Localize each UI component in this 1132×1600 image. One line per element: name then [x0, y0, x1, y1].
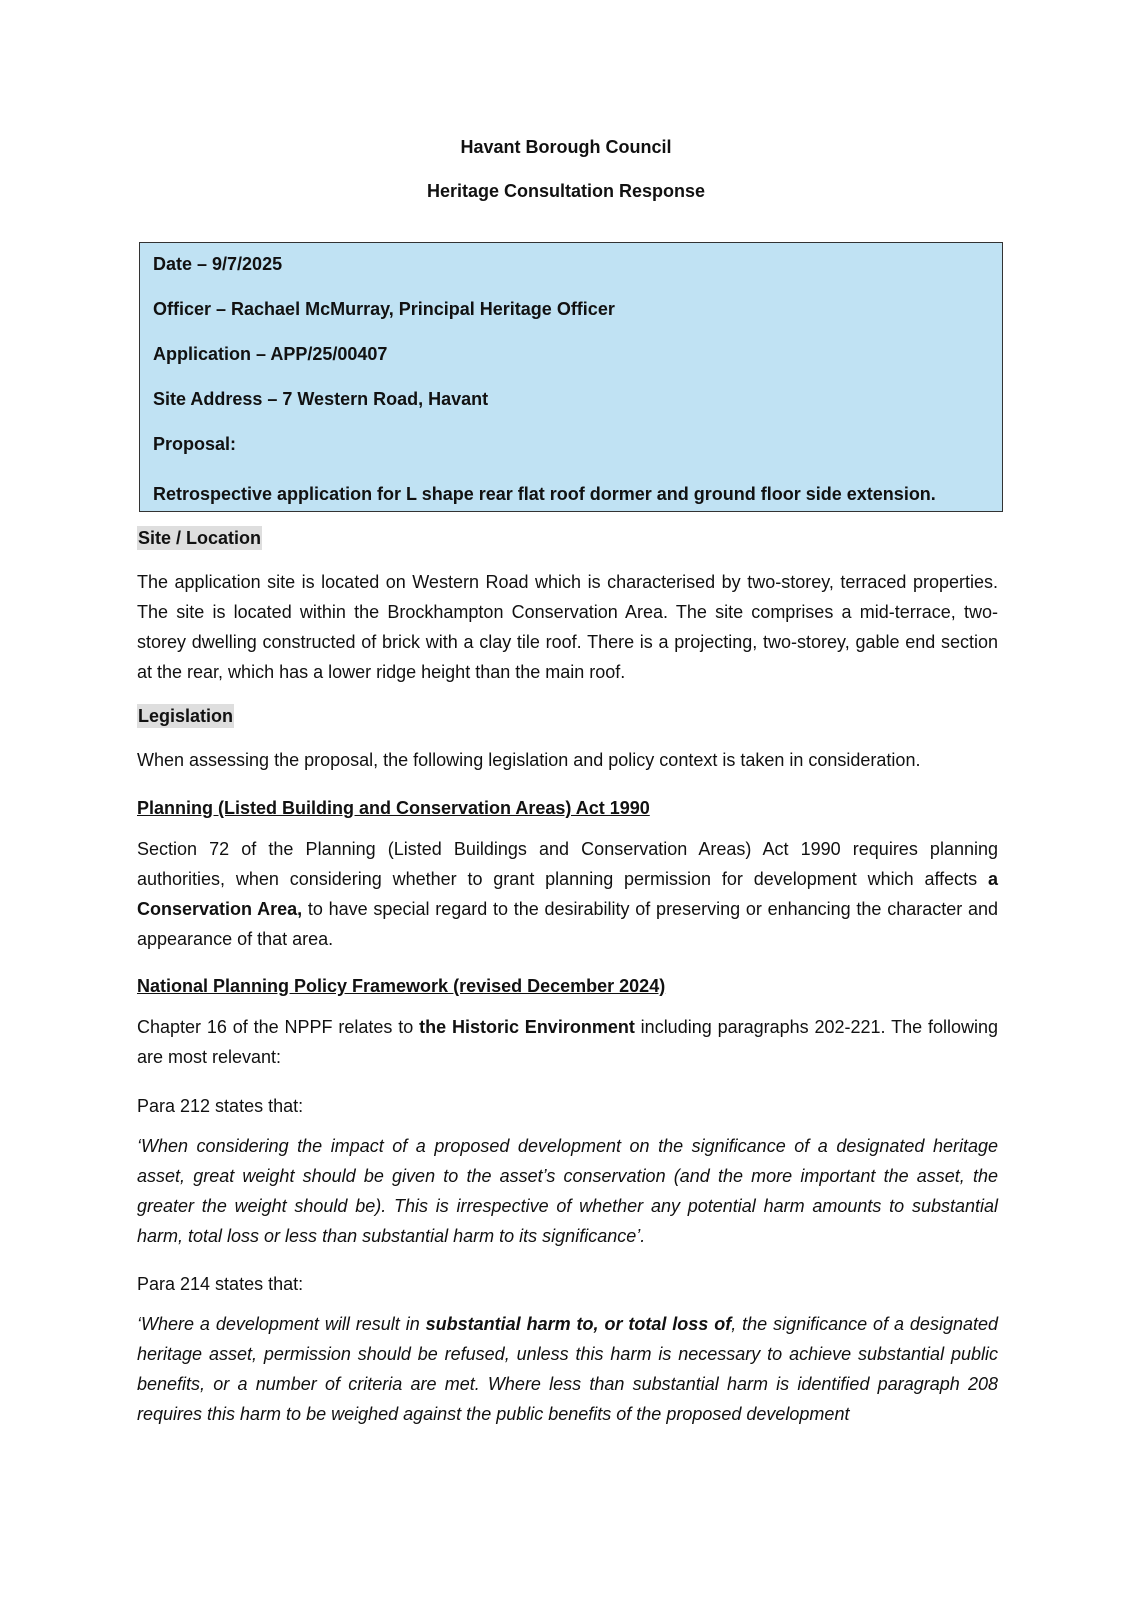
chapter16-part2: including paragraphs 202-221. The following are most relevant: [137, 1017, 998, 1067]
nppf-heading: National Planning Policy Framework (revised December 2024) [137, 976, 666, 996]
document-title: Heritage Consultation Response [426, 181, 706, 201]
chapter16-bold: the Historic Environment [419, 1017, 635, 1037]
application-info-box [139, 242, 1003, 512]
info-date: Date – 9/7/2025 [153, 254, 283, 274]
council-name: Havant Borough Council [460, 137, 672, 157]
legislation-intro: When assessing the proposal, the following legislation and policy context is taken in consideration. [137, 750, 921, 770]
info-proposal-text: Retrospective application for L shape rear flat roof dormer and ground floor side extension. [153, 484, 936, 504]
site-location-heading: Site / Location [138, 528, 262, 548]
chapter16-part1: Chapter 16 of the NPPF relates to [137, 1017, 420, 1037]
section72-text [137, 834, 998, 954]
info-site-address: Site Address – 7 Western Road, Havant [153, 389, 489, 409]
chapter16-text [137, 1012, 998, 1072]
para214-part1: ‘Where a development will result in [137, 1314, 426, 1334]
para214-part2: , the significance of a designated heritage asset, permission should be refused, unless this harm is necessary to achieve substantial public benefits, or a number of criteria are met. Where less than substantial harm is identified paragraph 208 requires this harm to be weighed against the public benefits of the proposed development [137, 1314, 998, 1424]
info-application: Application – APP/25/00407 [153, 344, 388, 364]
para212-intro: Para 212 states that: [137, 1096, 304, 1116]
section72-part1: Section 72 of the Planning (Listed Buildings and Conservation Areas) Act 1990 requires planning authorities, when considering whether to grant planning permission for development which affects [137, 839, 998, 889]
section72-bold: a Conservation Area, [137, 869, 998, 919]
para214-intro: Para 214 states that: [137, 1274, 304, 1294]
legislation-heading: Legislation [138, 706, 234, 726]
section72-part2: to have special regard to the desirability of preserving or enhancing the character and appearance of that area. [137, 899, 999, 949]
site-location-text: The application site is located on Western Road which is characterised by two-storey, terraced properties. The site is located within the Brockhampton Conservation Area. The site comprises a mid-terrace, two-storey dwelling constructed of brick with a clay tile roof. There is a projecting, two-storey, gable end section at the rear, which has a lower ridge height than the main roof. [137, 572, 998, 682]
info-proposal-label: Proposal: [153, 434, 237, 454]
para212-quote: ‘When considering the impact of a proposed development on the significance of a designated heritage asset, great weight should be given to the asset’s conservation (and the more important the asset, the greater the weight should be). This is irrespective of whether any potential harm amounts to substantial harm, total loss or less than substantial harm to its significance’. [137, 1136, 998, 1246]
para214-bold: substantial harm to, or total loss of [425, 1314, 732, 1334]
act-heading: Planning (Listed Building and Conservation Areas) Act 1990 [137, 798, 650, 818]
info-officer: Officer – Rachael McMurray, Principal Heritage Officer [153, 299, 615, 319]
para214-quote [137, 1309, 998, 1429]
